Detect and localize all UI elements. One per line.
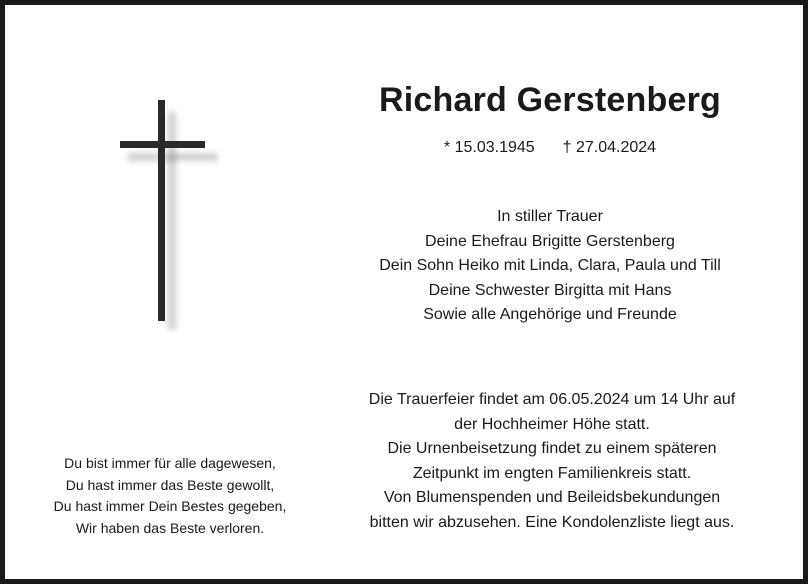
life-dates: [335, 139, 765, 157]
mourners-line: Deine Schwester Birgitta mit Hans: [428, 281, 672, 299]
mourners-list: [335, 205, 765, 328]
notice-line: bitten wir abzusehen. Eine Kondolenzliste liegt aus.: [369, 513, 735, 531]
mourners-line: Deine Ehefrau Brigitte Gerstenberg: [425, 232, 675, 250]
poem-line: Du hast immer Dein Bestes gegeben,: [53, 498, 287, 514]
cross-icon: [120, 100, 210, 330]
cross-horizontal-bar: [120, 141, 205, 148]
notice-line: Zeitpunkt im engten Familienkreis statt.: [412, 464, 692, 482]
mourners-line: Dein Sohn Heiko mit Linda, Clara, Paula und Till: [379, 257, 721, 274]
death-date: † 27.04.2024: [562, 139, 657, 156]
notice-line: der Hochheimer Höhe statt.: [454, 415, 650, 433]
cross-shadow-horizontal: [128, 153, 218, 161]
mourners-line: In stiller Trauer: [497, 208, 603, 225]
poem-line: Wir haben das Beste verloren.: [75, 519, 265, 536]
birth-date: * 15.03.1945: [443, 139, 535, 156]
funeral-notice: [331, 388, 773, 535]
memorial-poem: [25, 453, 315, 539]
poem-line: Du bist immer für alle dagewesen,: [64, 455, 276, 471]
notice-line: Von Blumenspenden und Beileidsbekundungen: [383, 489, 721, 506]
notice-line: Die Trauerfeier findet am 06.05.2024 um 14 Uhr auf: [368, 391, 736, 408]
cross-vertical-bar: [158, 100, 165, 321]
poem-line: Du hast immer das Beste gewollt,: [65, 476, 275, 493]
notice-line: Die Urnenbeisetzung findet zu einem späteren: [387, 440, 717, 457]
mourners-line: Sowie alle Angehörige und Freunde: [423, 306, 677, 323]
deceased-name: Richard Gerstenberg: [378, 81, 721, 119]
